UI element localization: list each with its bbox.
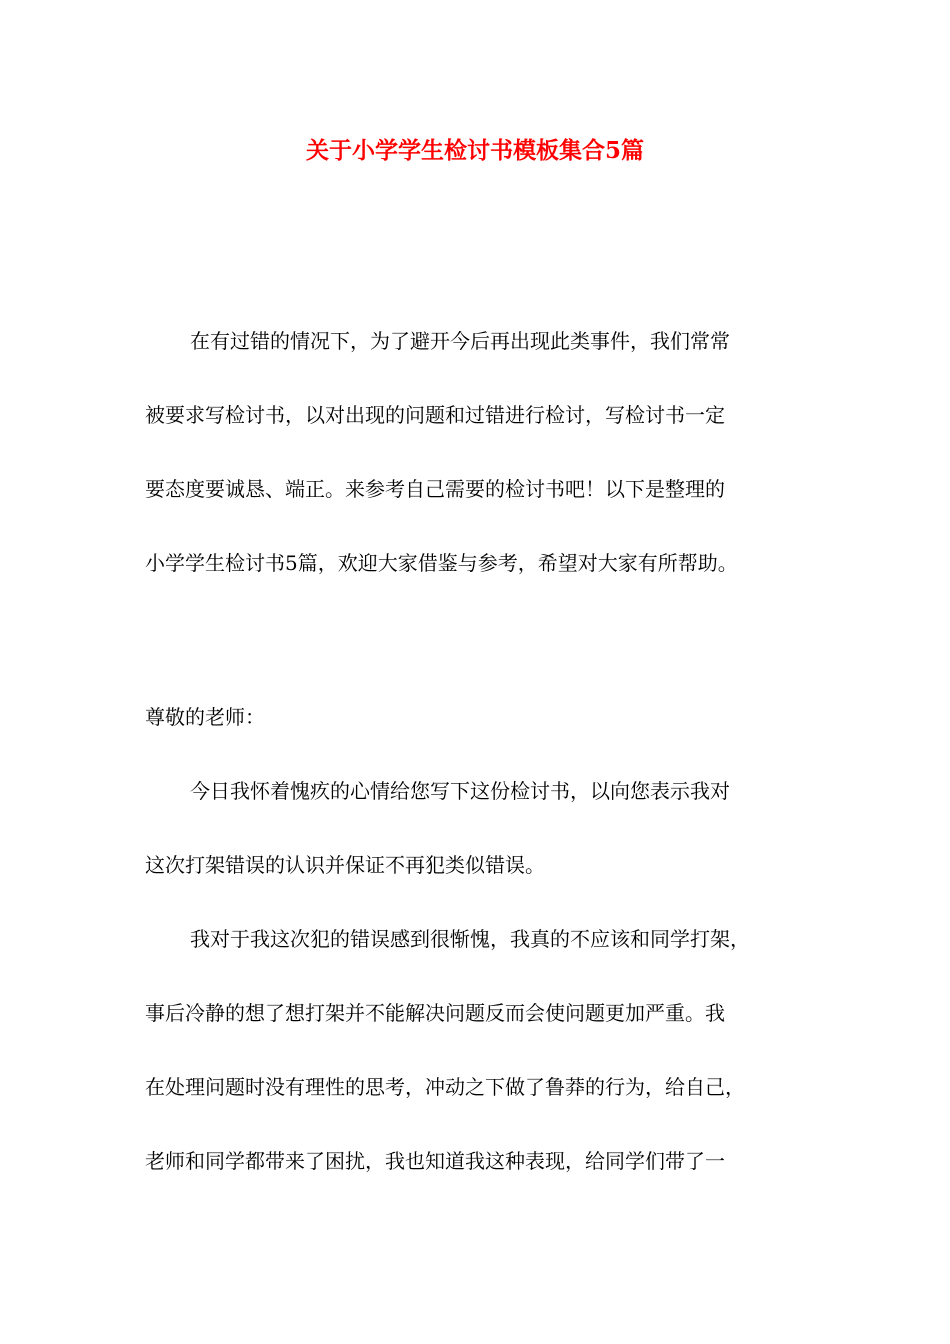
letter-line: 事后冷静的想了想打架并不能解决问题反而会使问题更加严重。我 (145, 1001, 725, 1025)
salutation: 尊敬的老师： (145, 705, 265, 729)
intro-line: 小学学生检讨书5篇，欢迎大家借鉴与参考，希望对大家有所帮助。 (145, 551, 738, 575)
intro-line: 要态度要诚恳、端正。来参考自己需要的检讨书吧！以下是整理的 (145, 477, 725, 501)
intro-line: 在有过错的情况下，为了避开今后再出现此类事件，我们常常 (190, 329, 730, 353)
intro-paragraph (145, 304, 825, 600)
letter-body (145, 680, 825, 1198)
intro-line: 被要求写检讨书，以对出现的问题和过错进行检讨，写检讨书一定 (145, 403, 725, 427)
letter-line: 今日我怀着愧疚的心情给您写下这份检讨书，以向您表示我对 (190, 779, 730, 803)
letter-line: 这次打架错误的认识并保证不再犯类似错误。 (145, 853, 545, 877)
letter-line: 老师和同学都带来了困扰，我也知道我这种表现，给同学们带了一 (145, 1149, 725, 1173)
letter-line: 我对于我这次犯的错误感到很惭愧，我真的不应该和同学打架， (190, 927, 750, 951)
document-title: 关于小学学生检讨书模板集合5篇 (305, 137, 644, 164)
letter-line: 在处理问题时没有理性的思考，冲动之下做了鲁莽的行为，给自己， (145, 1075, 745, 1099)
